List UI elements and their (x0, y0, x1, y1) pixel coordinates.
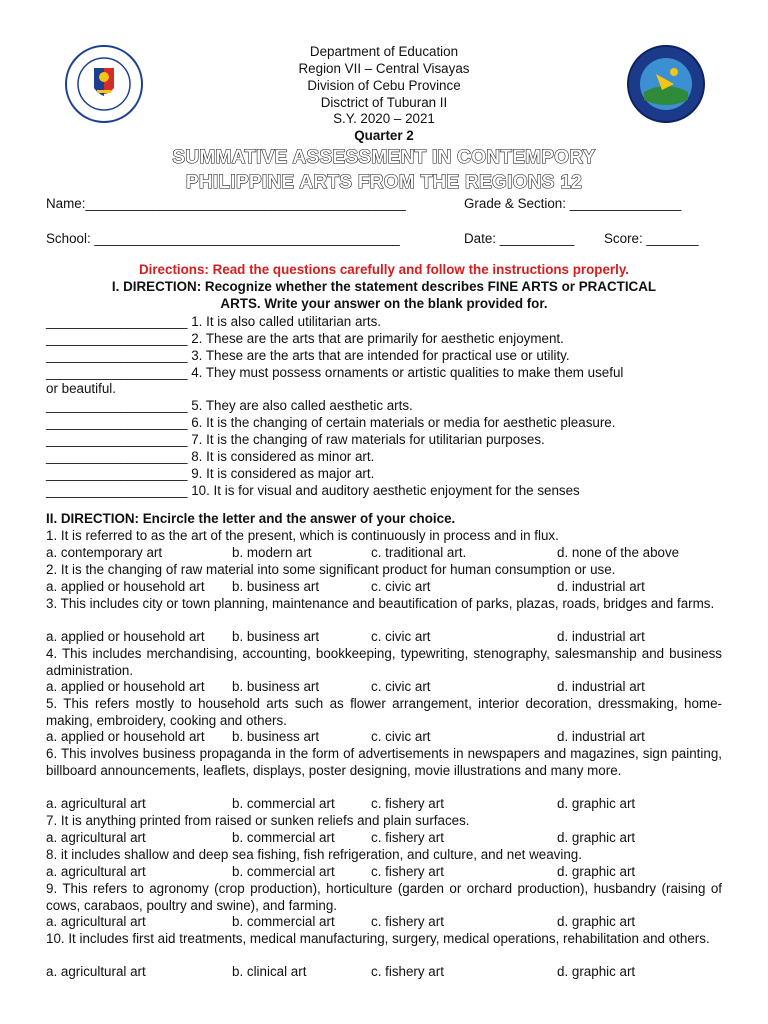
header-line-4: Disctrict of Tuburan II (320, 95, 448, 110)
option-d[interactable]: d. graphic art (557, 830, 636, 845)
question: 10. It includes first aid treatments, medical manufacturing, surgery, medical operations, rehabilitation and others. (46, 931, 710, 946)
part1-item: ___________________ 7. It is the changing of raw materials for utilitarian purposes. (46, 432, 545, 447)
header-line-2: Region VII – Central Visayas (298, 61, 470, 76)
part1-heading-2: ARTS. Write your answer on the blank provided for. (220, 296, 548, 311)
part1-item: ___________________ 6. It is the changing of certain materials or media for aesthetic pleasure. (46, 415, 616, 430)
option-b[interactable]: b. commercial art (232, 864, 335, 879)
option-c[interactable]: c. fishery art (371, 964, 444, 979)
name-field[interactable]: Name:___________________________________________ (46, 196, 406, 211)
option-c[interactable]: c. fishery art (371, 914, 444, 929)
question: 4. This includes merchandising, accounting, bookkeeping, typewriting, stenography, salesmanship and business administration. (46, 646, 722, 678)
option-a[interactable]: a. applied or household art (46, 729, 205, 744)
option-c[interactable]: c. civic art (371, 729, 431, 744)
question: 6. This involves business propaganda in the form of advertisements in newspapers and magazines, sign painting, billboard announcements, leaflets, displays, poster designing, movie illustrations and many more. (46, 746, 722, 778)
option-b[interactable]: b. commercial art (232, 796, 335, 811)
header-line-1: Department of Education (309, 44, 459, 59)
option-a[interactable]: a. applied or household art (46, 579, 205, 594)
option-b[interactable]: b. clinical art (232, 964, 307, 979)
option-c[interactable]: c. traditional art. (371, 545, 467, 560)
option-b[interactable]: b. business art (232, 729, 320, 744)
option-c[interactable]: c. civic art (371, 629, 431, 644)
header-line-5: S.Y. 2020 – 2021 (333, 111, 435, 126)
option-b[interactable]: b. business art (232, 679, 320, 694)
option-d[interactable]: d. industrial art (557, 679, 645, 694)
question: 1. It is referred to as the art of the present, which is continuously in process and in flux. (46, 528, 559, 543)
assessment-title-2: PHILIPPINE ARTS FROM THE REGIONS 12 (185, 172, 583, 193)
option-b[interactable]: b. business art (232, 629, 320, 644)
part1-item: ___________________ 2. These are the arts that are primarily for aesthetic enjoyment. (46, 331, 564, 346)
option-b[interactable]: b. modern art (232, 545, 312, 560)
header-line-3: Division of Cebu Province (307, 78, 461, 93)
question: 8. it includes shallow and deep sea fishing, fish refrigeration, and culture, and net weaving. (46, 847, 582, 862)
question: 3. This includes city or town planning, maintenance and beautification of parks, plazas, roads, bridges and farms. (46, 596, 715, 611)
assessment-title-1: SUMMATIVE ASSESSMENT IN CONTEMPORY (172, 147, 596, 168)
option-d[interactable]: d. graphic art (557, 914, 636, 929)
part1-item-cont: or beautiful. (46, 381, 116, 396)
question: 7. It is anything printed from raised or sunken reliefs and plain surfaces. (46, 813, 470, 828)
part1-item: ___________________ 4. They must possess ornaments or artistic qualities to make them useful (46, 365, 624, 380)
option-a[interactable]: a. agricultural art (46, 796, 146, 811)
general-directions: Directions: Read the questions carefully and follow the instructions properly. (138, 262, 630, 277)
part1-item: ___________________ 10. It is for visual and auditory aesthetic enjoyment for the senses (46, 483, 580, 498)
part1-item: ___________________ 1. It is also called utilitarian arts. (46, 314, 382, 329)
option-c[interactable]: c. fishery art (371, 830, 444, 845)
score-field[interactable]: Score: _______ (604, 231, 699, 246)
option-b[interactable]: b. business art (232, 579, 320, 594)
part1-item: ___________________ 9. It is considered as major art. (46, 466, 375, 481)
option-d[interactable]: d. graphic art (557, 864, 636, 879)
option-a[interactable]: a. agricultural art (46, 864, 146, 879)
option-c[interactable]: c. fishery art (371, 796, 444, 811)
option-c[interactable]: c. civic art (371, 679, 431, 694)
option-a[interactable]: a. agricultural art (46, 830, 146, 845)
option-a[interactable]: a. agricultural art (46, 964, 146, 979)
part1-heading-1: I. DIRECTION: Recognize whether the statement describes FINE ARTS or PRACTICAL (111, 279, 657, 294)
option-b[interactable]: b. commercial art (232, 914, 335, 929)
quarter-label: Quarter 2 (354, 128, 414, 143)
question: 9. This refers to agronomy (crop production), horticulture (garden or orchard production), husbandry (raising of cows, carabaos, poultry and swine), and farming. (46, 881, 722, 913)
option-b[interactable]: b. commercial art (232, 830, 335, 845)
option-d[interactable]: d. industrial art (557, 579, 645, 594)
option-a[interactable]: a. agricultural art (46, 914, 146, 929)
date-field[interactable]: Date: __________ (464, 231, 575, 246)
grade-section-field[interactable]: Grade & Section: _______________ (464, 196, 682, 211)
question: 5. This refers mostly to household arts such as flower arrangement, interior decoration, dressmaking, home-making, embroidery, cooking and others. (46, 696, 722, 728)
part2-heading: II. DIRECTION: Encircle the letter and the answer of your choice. (46, 511, 456, 526)
option-d[interactable]: d. graphic art (557, 964, 636, 979)
part1-item: ___________________ 8. It is considered as minor art. (46, 449, 375, 464)
option-d[interactable]: d. none of the above (557, 545, 680, 560)
school-field[interactable]: School: _________________________________________ (46, 231, 400, 246)
part1-item: ___________________ 3. These are the arts that are intended for practical use or utility. (46, 348, 570, 363)
option-d[interactable]: d. industrial art (557, 629, 645, 644)
option-a[interactable]: a. applied or household art (46, 679, 205, 694)
option-a[interactable]: a. applied or household art (46, 629, 205, 644)
option-a[interactable]: a. contemporary art (46, 545, 163, 560)
part1-item: ___________________ 5. They are also called aesthetic arts. (46, 398, 413, 413)
option-d[interactable]: d. graphic art (557, 796, 636, 811)
question: 2. It is the changing of raw material into some significant product for human consumption or use. (46, 562, 616, 577)
option-d[interactable]: d. industrial art (557, 729, 645, 744)
option-c[interactable]: c. civic art (371, 579, 431, 594)
option-c[interactable]: c. fishery art (371, 864, 444, 879)
